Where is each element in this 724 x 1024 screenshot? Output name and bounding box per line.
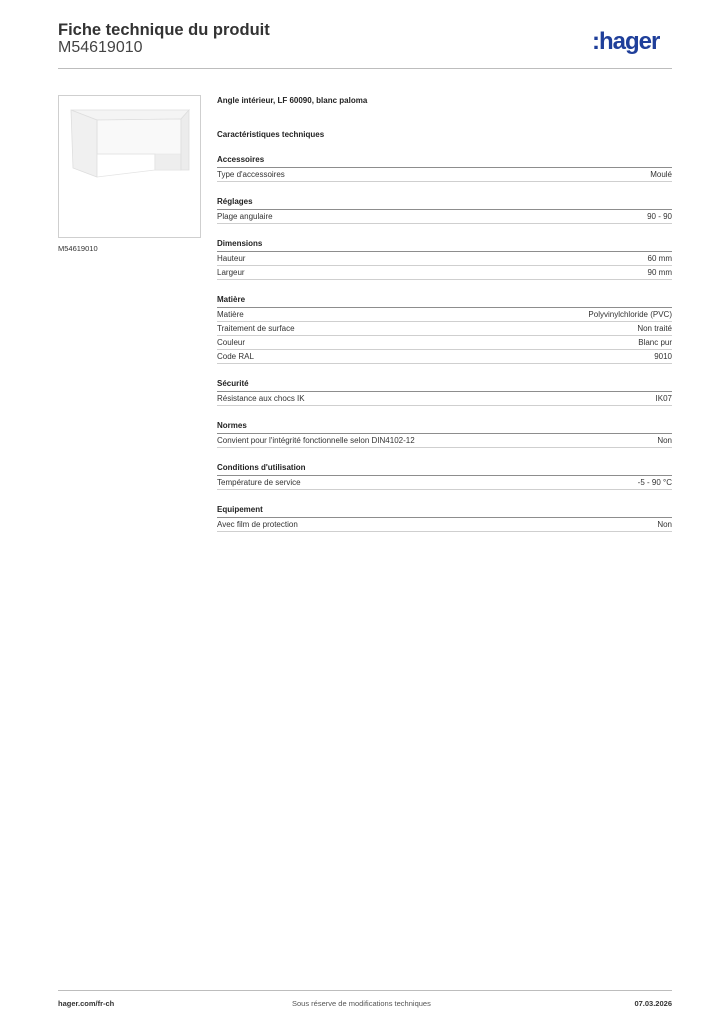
spec-row (217, 336, 672, 350)
hager-logo-text: :hager (592, 28, 660, 55)
spec-value: Non traité (637, 324, 672, 333)
spec-value: Polyvinylchloride (PVC) (588, 310, 672, 319)
footer-disclaimer: Sous réserve de modifications techniques (292, 999, 431, 1008)
spec-section (217, 505, 672, 532)
spec-label: Matière (217, 310, 244, 319)
spec-label: Température de service (217, 478, 301, 487)
spec-label: Code RAL (217, 352, 254, 361)
spec-label: Traitement de surface (217, 324, 295, 333)
technical-characteristics-title: Caractéristiques techniques (217, 130, 325, 139)
spec-row (217, 518, 672, 532)
spec-label: Avec film de protection (217, 520, 298, 529)
spec-value: IK07 (655, 394, 672, 403)
footer-date: 07.03.2026 (634, 999, 672, 1008)
spec-value: 90 mm (647, 268, 672, 277)
spec-value: Moulé (650, 170, 672, 179)
spec-row (217, 392, 672, 406)
spec-section (217, 421, 672, 448)
spec-row (217, 322, 672, 336)
spec-section-title: Accessoires (217, 155, 672, 168)
product-image-caption: M54619010 (58, 244, 98, 253)
spec-label: Type d'accessoires (217, 170, 285, 179)
spec-row (217, 210, 672, 224)
page-title: Fiche technique du produit (58, 21, 270, 39)
spec-label: Convient pour l'intégrité fonctionnelle selon DIN4102-12 (217, 436, 415, 445)
spec-section (217, 379, 672, 406)
spec-row (217, 350, 672, 364)
spec-row (217, 168, 672, 182)
spec-row (217, 434, 672, 448)
spec-value: Blanc pur (638, 338, 672, 347)
hager-logo (592, 28, 676, 58)
spec-label: Couleur (217, 338, 246, 347)
spec-section (217, 155, 672, 182)
product-description: Angle intérieur, LF 60090, blanc paloma (217, 96, 368, 105)
spec-section-title: Conditions d'utilisation (217, 463, 672, 476)
spec-sheet (217, 95, 672, 532)
spec-value: 60 mm (647, 254, 672, 263)
spec-section (217, 197, 672, 224)
spec-value: -5 - 90 °C (637, 478, 672, 487)
spec-row (217, 476, 672, 490)
spec-row (217, 266, 672, 280)
header-divider (58, 68, 672, 69)
spec-value: Non (657, 520, 672, 529)
spec-value: 9010 (654, 352, 672, 361)
spec-label: Plage angulaire (217, 212, 273, 221)
spec-section-title: Dimensions (217, 239, 672, 252)
spec-section-title: Equipement (217, 505, 672, 518)
spec-label: Résistance aux chocs IK (217, 394, 305, 403)
spec-row (217, 308, 672, 322)
footer-website: hager.com/fr-ch (58, 999, 115, 1008)
spec-sections (217, 155, 672, 532)
product-reference: M54619010 (58, 39, 143, 56)
spec-section (217, 239, 672, 280)
spec-section-title: Normes (217, 421, 672, 434)
footer-divider (58, 990, 672, 991)
spec-row (217, 252, 672, 266)
product-image (58, 95, 201, 238)
spec-label: Largeur (217, 268, 245, 277)
spec-value: 90 - 90 (647, 212, 672, 221)
spec-section (217, 295, 672, 364)
spec-value: Non (657, 436, 672, 445)
spec-section (217, 463, 672, 490)
spec-section-title: Réglages (217, 197, 672, 210)
spec-label: Hauteur (217, 254, 246, 263)
spec-section-title: Matière (217, 295, 672, 308)
spec-section-title: Sécurité (217, 379, 672, 392)
